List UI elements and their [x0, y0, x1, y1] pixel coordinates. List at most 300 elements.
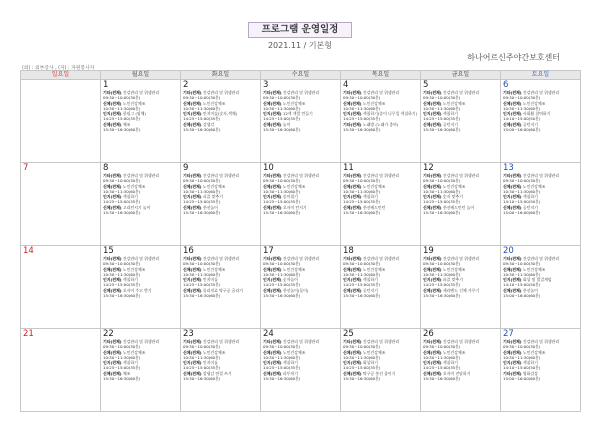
program-list: [103, 173, 178, 215]
program-text: 15:30~16:30(60분): [423, 127, 461, 133]
program-category: 신체(전체): [263, 121, 282, 127]
program-category: 인지(전체): [423, 111, 442, 117]
day-cell: [341, 246, 421, 329]
program-item: [103, 293, 178, 298]
program-text: 09:30~10:00(30분): [503, 261, 541, 267]
day-cell: [181, 329, 261, 412]
weekday-header: 수요일: [261, 71, 341, 80]
program-text: 노인건강체조: [202, 349, 226, 355]
program-text: 10:30~11:30(60분): [423, 354, 461, 360]
program-item: [343, 376, 418, 381]
program-text: 색칠하기: [122, 194, 138, 200]
program-category: 인지(전체): [263, 194, 282, 200]
program-text: 노인건강체조: [362, 183, 386, 189]
program-category: 기타(전체): [343, 121, 362, 127]
program-list: [423, 339, 498, 381]
program-text: 노인건강체조: [522, 266, 546, 272]
program-text: 14:25~15:00(35분): [183, 199, 221, 205]
program-text: 공던지기: [522, 121, 538, 127]
program-category: 기타(전체): [503, 173, 522, 178]
program-item: [103, 210, 178, 215]
program-category: 신체(전체): [263, 100, 282, 106]
program-text: 15:30~16:30(60분): [183, 376, 221, 382]
program-text: 색칠하기: [522, 194, 538, 200]
day-cell: [181, 80, 261, 163]
program-item: [343, 127, 418, 132]
week-row: [21, 80, 581, 163]
page-title: 프로그램 운영일정: [248, 22, 352, 38]
program-text: 09:30~10:00(30분): [263, 178, 301, 184]
program-text: 노인건강체조: [282, 266, 306, 272]
program-text: 15:30~16:30(60분): [423, 210, 461, 216]
day-cell: [421, 80, 501, 163]
program-text: 12색 색깔 만들기: [282, 111, 313, 117]
program-text: 10:30~11:30(60분): [343, 188, 381, 194]
program-text: 노인건강체조: [202, 266, 226, 272]
program-text: 10:30~11:30(60분): [343, 354, 381, 360]
program-category: 기타(전체): [103, 256, 122, 261]
program-text: 14:25~15:00(35분): [183, 365, 221, 371]
program-text: 종이접기: [282, 194, 298, 200]
program-category: 신체(전체): [423, 204, 442, 210]
program-text: 노인건강체조: [442, 349, 466, 355]
program-category: 신체(전체): [423, 349, 442, 355]
program-text: 노인건강체조: [122, 266, 146, 272]
program-list: [263, 173, 338, 215]
program-text: 노인건강체조: [442, 183, 466, 189]
day-number: 25: [343, 329, 354, 339]
program-text: 09:30~10:00(30분): [183, 95, 221, 101]
program-text: 15:30~16:30(60분): [423, 376, 461, 382]
program-category: 신체(전체): [263, 349, 282, 355]
program-category: 신체(전체): [423, 121, 442, 127]
program-list: [423, 90, 498, 132]
program-category: 기타(전체): [263, 173, 282, 178]
program-text: 09:30~10:00(30분): [423, 95, 461, 101]
day-cell: [501, 80, 581, 163]
program-text: 노인건강체조: [202, 100, 226, 106]
program-category: 신체(전체): [263, 370, 282, 376]
program-category: 신체(전체): [503, 204, 522, 210]
program-text: 풍선놀이(둘이): [282, 287, 309, 293]
day-cell: [421, 163, 501, 246]
program-text: 숫자 맞추기: [442, 194, 463, 200]
program-category: 신체(전체): [423, 287, 442, 293]
program-text: 10:30~11:30(60분): [503, 271, 541, 277]
program-text: 건강관리 및 위생관리: [282, 256, 320, 261]
program-text: 노래방 (노래가 좋아): [362, 121, 399, 127]
program-category: 신체(전체): [503, 100, 522, 106]
program-category: 기타(전체): [183, 256, 202, 261]
day-cell: [261, 80, 341, 163]
program-text: 14:25~15:00(35분): [263, 199, 301, 205]
day-number: 24: [263, 329, 274, 339]
program-text: 14:25~15:00(35분): [183, 282, 221, 288]
program-category: 신체(전체): [263, 183, 282, 189]
program-text: 노인건강체조: [122, 349, 146, 355]
program-category: 신체(전체): [103, 183, 122, 189]
program-text: 건강관리 및 위생관리: [122, 90, 160, 95]
program-text: 감생각: [202, 121, 215, 127]
program-category: 신체(전체): [503, 183, 522, 189]
program-category: 기타(전체): [503, 370, 522, 376]
day-cell: [421, 329, 501, 412]
program-text: 15:30~16:30(60분): [103, 376, 141, 382]
day-number: 27: [503, 329, 514, 339]
program-text: 건강관리 및 위생관리: [442, 90, 480, 95]
program-category: 인지(전체): [263, 277, 282, 283]
program-text: 색칠하기: [442, 360, 458, 366]
program-text: 건강관리 및 위생관리: [202, 90, 240, 95]
program-text: 15:00~16:00(60분): [503, 376, 541, 382]
program-list: [423, 256, 498, 298]
program-text: 건강관리 및 위생관리: [282, 339, 320, 344]
program-text: 14:25~15:00(35분): [103, 365, 141, 371]
program-text: 물리치료 탁구공 굴리기: [202, 287, 243, 293]
program-text: 14:25~15:00(35분): [343, 365, 381, 371]
program-text: 세라밴드 신체 가꾸기: [442, 287, 480, 293]
program-category: 신체(전체): [503, 121, 522, 127]
program-text: 15:30~16:30(60분): [343, 376, 381, 382]
program-text: 색칠하기: [282, 360, 298, 366]
program-text: 15:30~16:30(60분): [343, 127, 381, 133]
program-text: 인지미술(숫자,색채): [202, 111, 238, 117]
day-number: 20: [503, 246, 514, 256]
program-item: [183, 127, 258, 132]
program-text: 10:30~11:30(60분): [503, 105, 541, 111]
program-text: 09:30~10:00(30분): [423, 261, 461, 267]
program-text: 색칠하기(종이 나무잎 색칠하기): [362, 111, 418, 117]
program-list: [263, 90, 338, 132]
program-category: 기타(전체): [263, 256, 282, 261]
day-number: 23: [183, 329, 194, 339]
day-number: 5: [423, 80, 429, 90]
program-category: 신체(전체): [183, 183, 202, 189]
program-text: 14:25~15:00(35분): [263, 365, 301, 371]
program-text: 색칠하기: [362, 277, 378, 283]
program-category: 신체(전체): [183, 100, 202, 106]
program-text: 건강관리 및 위생관리: [362, 256, 400, 261]
program-list: [343, 339, 418, 381]
day-cell: [501, 329, 581, 412]
program-text: 건강관리 및 위생관리: [362, 173, 400, 178]
program-text: 10:30~11:30(60분): [423, 271, 461, 277]
program-category: 인지(전체): [263, 111, 282, 117]
program-item: [103, 376, 178, 381]
program-text: 노인건강체조: [442, 100, 466, 106]
program-text: 14:10~15:00(50분): [503, 116, 541, 122]
program-text: 노인건강체조: [442, 266, 466, 272]
program-text: 건강관리 및 위생관리: [282, 173, 320, 178]
day-cell: [101, 80, 181, 163]
program-text: 15:00~16:00(60분): [503, 127, 541, 133]
program-text: 09:30~10:00(30분): [263, 344, 301, 350]
program-category: 기타(전체): [183, 339, 202, 344]
program-text: 14:25~15:00(35분): [103, 199, 141, 205]
program-text: 건강관리 및 위생관리: [202, 256, 240, 261]
program-category: 신체(전체): [103, 204, 122, 210]
program-text: 건강관리 및 위생관리: [202, 339, 240, 344]
program-list: [343, 256, 418, 298]
program-text: 공던지기: [522, 204, 538, 210]
program-list: [503, 90, 578, 132]
day-cell: [21, 246, 101, 329]
day-cell: [21, 163, 101, 246]
program-text: 회상 및 발걸게임: [522, 277, 552, 283]
program-item: [503, 376, 578, 381]
program-text: 색칠하기: [442, 111, 458, 117]
program-text: 09:30~10:00(30분): [103, 95, 141, 101]
program-category: 신체(전체): [423, 266, 442, 272]
week-row: [21, 163, 581, 246]
program-category: 신체(전체): [183, 349, 202, 355]
day-number: 11: [343, 163, 354, 173]
program-text: 14:25~15:00(35분): [343, 116, 381, 122]
program-category: 기타(전체): [343, 90, 362, 95]
schedule-calendar: [20, 70, 581, 412]
center-name: 하나어르신주야간보호센터: [467, 53, 560, 62]
program-text: 건강관리 및 위생관리: [522, 173, 560, 178]
program-text: 10:30~11:30(60분): [423, 188, 461, 194]
day-number: 2: [183, 80, 189, 90]
program-text: 노인건강체조: [362, 100, 386, 106]
program-text: 10:30~11:30(60분): [183, 188, 221, 194]
program-category: 신체(전체): [183, 370, 202, 376]
program-text: 10:30~11:30(60분): [183, 105, 221, 111]
program-text: 탁구공 풍선 줄이기: [362, 370, 396, 376]
week-row: [21, 246, 581, 329]
program-text: 09:30~10:00(30분): [103, 178, 141, 184]
day-cell: [181, 246, 261, 329]
day-number: 4: [343, 80, 349, 90]
program-text: 풍선놀이: [202, 204, 218, 210]
program-category: 신체(전체): [423, 183, 442, 189]
program-category: 인지(전체): [503, 111, 522, 117]
program-category: 인지(전체): [423, 194, 442, 200]
program-list: [183, 339, 258, 381]
day-number: 14: [23, 246, 34, 256]
program-category: 기타(전체): [423, 339, 442, 344]
program-text: 한필그 (필체): [122, 111, 146, 117]
program-category: 인지(전체): [343, 194, 362, 200]
program-category: 신체(전체): [503, 349, 522, 355]
program-category: 기타(전체): [103, 173, 122, 178]
program-category: 인지(전체): [423, 277, 442, 283]
program-text: 노인건강체조: [362, 349, 386, 355]
program-text: 10:30~11:30(60분): [263, 271, 301, 277]
day-cell: [101, 246, 181, 329]
program-text: 노인건강체조: [282, 183, 306, 189]
program-category: 기타(전체): [263, 339, 282, 344]
weekday-header-row: [21, 71, 581, 80]
program-item: [263, 127, 338, 132]
program-category: 신체(전체): [423, 370, 442, 376]
program-text: 숫자놀이: [282, 277, 298, 283]
program-item: [503, 210, 578, 215]
program-text: 10:30~11:30(60분): [423, 105, 461, 111]
day-cell: [341, 163, 421, 246]
program-text: 14:10~15:00(50분): [503, 365, 541, 371]
program-text: 14:25~15:00(35분): [103, 116, 141, 122]
program-list: [343, 173, 418, 215]
program-text: 10:30~11:30(60분): [263, 354, 301, 360]
program-item: [423, 127, 498, 132]
program-category: 기타(전체): [343, 339, 362, 344]
program-text: 14:25~15:00(35분): [103, 282, 141, 288]
program-list: [423, 173, 498, 215]
program-list: [503, 256, 578, 298]
day-number: 12: [423, 163, 434, 173]
program-list: [263, 339, 338, 381]
program-list: [263, 256, 338, 298]
program-text: 색칠하기: [122, 277, 138, 283]
program-text: 09:30~10:00(30분): [343, 178, 381, 184]
program-list: [183, 90, 258, 132]
program-text: 건강관리 및 위생관리: [442, 339, 480, 344]
program-category: 인지(전체): [423, 360, 442, 366]
program-text: 체조: [122, 370, 131, 376]
program-category: 인지(전체): [103, 111, 122, 117]
program-category: 기타(전체): [183, 90, 202, 95]
program-text: 풍선배드민턴: [362, 204, 386, 210]
day-number: 16: [183, 246, 194, 256]
program-text: 건강관리 및 위생관리: [122, 173, 160, 178]
day-cell: [261, 163, 341, 246]
day-cell: [261, 329, 341, 412]
program-text: 15:30~16:30(60분): [343, 293, 381, 299]
day-number: 19: [423, 246, 434, 256]
program-category: 기타(전체): [423, 256, 442, 261]
program-category: 신체(전체): [183, 287, 202, 293]
program-text: 10:30~11:30(60분): [343, 271, 381, 277]
program-text: 09:30~10:00(30분): [103, 344, 141, 350]
program-item: [103, 127, 178, 132]
program-category: 신체(전체): [183, 204, 202, 210]
program-text: 퍼즐 맞추기: [442, 277, 463, 283]
program-text: 09:30~10:00(30분): [423, 344, 461, 350]
program-category: 기타(전체): [423, 90, 442, 95]
program-text: 15:00~16:00(60분): [503, 210, 541, 216]
program-text: 오자미 전달하기: [442, 370, 471, 376]
program-text: 색칠하기: [122, 360, 138, 366]
program-item: [183, 293, 258, 298]
program-category: 신체(전체): [263, 204, 282, 210]
program-item: [263, 293, 338, 298]
day-cell: [21, 329, 101, 412]
program-text: 15:00~16:00(60분): [503, 293, 541, 299]
weekday-header: 금요일: [421, 71, 501, 80]
program-category: 인지(전체): [503, 194, 522, 200]
program-item: [183, 376, 258, 381]
day-number: 26: [423, 329, 434, 339]
program-item: [343, 210, 418, 215]
program-text: 인지미술: [202, 277, 218, 283]
program-text: 10:30~11:30(60분): [263, 188, 301, 194]
program-category: 인지(전체): [183, 360, 202, 366]
program-text: 09:30~10:00(30분): [423, 178, 461, 184]
day-number: 21: [23, 329, 34, 339]
program-text: 15:30~16:30(60분): [263, 127, 301, 133]
program-text: 건강관리 및 위생관리: [362, 90, 400, 95]
day-cell: [421, 246, 501, 329]
program-item: [423, 210, 498, 215]
day-number: 1: [103, 80, 109, 90]
program-text: 색칠하기: [362, 194, 378, 200]
program-category: 신체(전체): [103, 370, 122, 376]
program-item: [503, 127, 578, 132]
program-text: 놀이: [282, 121, 291, 127]
program-category: 기타(전체): [503, 256, 522, 261]
program-text: 09:30~10:00(30분): [503, 95, 541, 101]
program-category: 신체(전체): [103, 100, 122, 106]
program-text: 공던지기: [362, 287, 378, 293]
program-list: [343, 90, 418, 132]
day-cell: [101, 163, 181, 246]
day-number: 10: [263, 163, 274, 173]
program-text: 09:30~10:00(30분): [183, 261, 221, 267]
program-text: 10:30~11:30(60분): [503, 354, 541, 360]
program-category: 신체(전체): [343, 100, 362, 106]
weekday-header: 일요일: [21, 71, 101, 80]
program-item: [183, 210, 258, 215]
day-cell: [341, 80, 421, 163]
program-text: 오자미 주고 받기: [122, 287, 152, 293]
weekday-header: 화요일: [181, 71, 261, 80]
program-category: 기타(전체): [263, 90, 282, 95]
program-category: 신체(전체): [343, 287, 362, 293]
program-text: 10:30~11:30(60분): [183, 354, 221, 360]
program-text: 14:25~15:00(35분): [423, 365, 461, 371]
program-text: 체조: [122, 121, 131, 127]
program-category: 신체(전체): [103, 287, 122, 293]
program-category: 신체(전체): [343, 370, 362, 376]
day-cell: [261, 246, 341, 329]
program-category: 신체(전체): [183, 266, 202, 272]
program-category: 신체(전체): [343, 266, 362, 272]
day-cell: [181, 163, 261, 246]
program-text: 건강관리 및 위생관리: [522, 90, 560, 95]
program-text: 건강관리 및 위생관리: [522, 339, 560, 344]
program-category: 인지(전체): [103, 194, 122, 200]
program-text: 10:30~11:30(60분): [183, 271, 221, 277]
legend-note: (외) : 외부강사 , (자) : 자원봉사자: [22, 66, 95, 71]
program-text: 공던지기: [442, 121, 458, 127]
program-list: [183, 173, 258, 215]
program-text: 09:30~10:00(30분): [503, 344, 541, 350]
day-cell: [101, 329, 181, 412]
program-text: 퍼즐 맞추기: [202, 194, 223, 200]
program-category: 기타(전체): [103, 339, 122, 344]
program-text: 10:30~11:30(60분): [103, 354, 141, 360]
day-number: 6: [503, 80, 509, 90]
program-category: 인지(전체): [183, 277, 202, 283]
weekday-header: 토요일: [501, 71, 581, 80]
program-text: 강냉감 연결 쓰기: [202, 370, 232, 376]
program-category: 인지(전체): [343, 111, 362, 117]
week-row: [21, 329, 581, 412]
page-subtitle: 2021.11 / 기본형: [267, 41, 333, 50]
day-number: 18: [343, 246, 354, 256]
day-number: 17: [263, 246, 274, 256]
program-text: 건강관리 및 위생관리: [122, 339, 160, 344]
program-text: 15:30~16:30(60분): [183, 293, 221, 299]
program-category: 기타(전체): [423, 173, 442, 178]
program-text: 09:30~10:00(30분): [503, 178, 541, 184]
program-text: 14:25~15:00(35분): [423, 282, 461, 288]
program-item: [263, 210, 338, 215]
program-text: 15:30~16:30(60분): [183, 210, 221, 216]
program-text: 노인건강체조: [362, 266, 386, 272]
